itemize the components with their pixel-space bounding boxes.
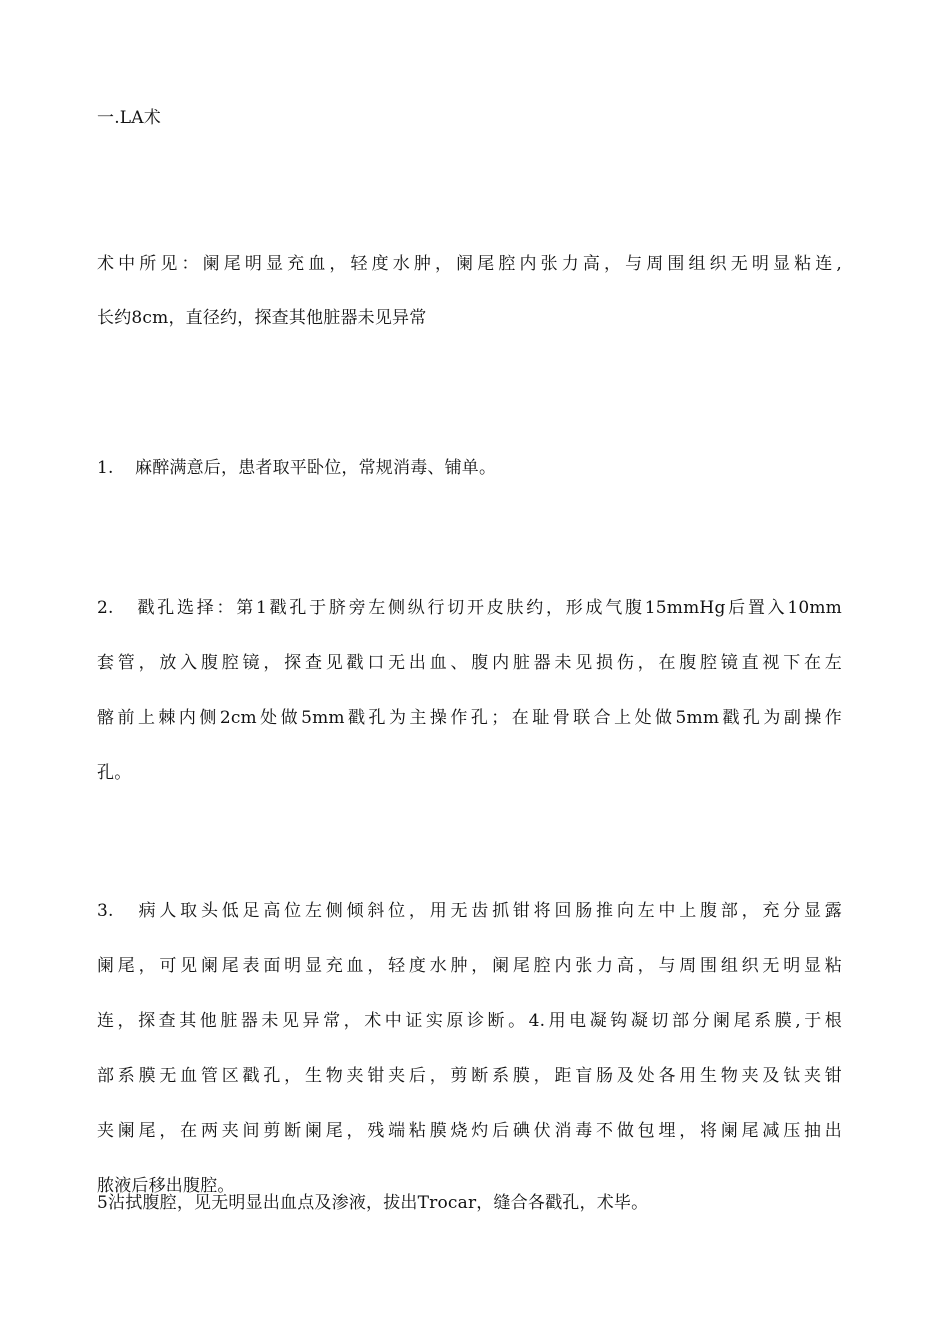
step-line: [97, 893, 842, 929]
step-number: 2.: [97, 598, 114, 618]
step-line: [97, 590, 842, 626]
step-line: 脓液后移出腹腔。: [97, 1176, 235, 1196]
step-number: 1.: [97, 458, 114, 478]
step-number: 3.: [97, 901, 114, 921]
step-3: [97, 893, 842, 1204]
step-1: [97, 450, 842, 486]
step-line: 部系膜无血管区戳孔，生物夹钳夹后，剪断系膜，距盲肠及处各用生物夹及钛夹钳: [97, 1066, 842, 1086]
step-line: 套管，放入腹腔镜，探查见戳口无出血、腹内脏器未见损伤，在腹腔镜直视下在左: [97, 653, 842, 673]
findings-line: 长约8cm，直径约，探查其他脏器未见异常: [97, 308, 427, 328]
heading-text: 一.LA术: [97, 108, 161, 128]
step-line: 髂前上棘内侧2cm处做5mm戳孔为主操作孔；在耻骨联合上处做5mm戳孔为副操作: [97, 708, 842, 728]
step-line: 阑尾，可见阑尾表面明显充血，轻度水肿，阑尾腔内张力高，与周围组织无明显粘: [97, 956, 842, 976]
closing-text: 5沾拭腹腔，见无明显出血点及渗液，拔出Trocar，缝合各戳孔，术毕。: [97, 1193, 649, 1213]
findings-line: 术中所见：阑尾明显充血，轻度水肿，阑尾腔内张力高，与周围组织无明显粘连,: [97, 254, 842, 274]
step-text: 麻醉满意后，患者取平卧位，常规消毒、铺单。: [135, 458, 497, 478]
section-heading: [97, 100, 842, 136]
step-line: [97, 450, 842, 486]
step-2: [97, 590, 842, 791]
step-line: 夹阑尾，在两夹间剪断阑尾，残端粘膜烧灼后碘伏消毒不做包埋，将阑尾减压抽出: [97, 1121, 842, 1141]
step-line: 连，探查其他脏器未见异常，术中证实原诊断。4.用电凝钩凝切部分阑尾系膜,于根: [97, 1011, 842, 1031]
findings-paragraph: [97, 246, 842, 336]
step-line: 孔。: [97, 763, 132, 783]
step-text: 戳孔选择：第1戳孔于脐旁左侧纵行切开皮肤约，形成气腹15mmHg后置入10mm: [135, 598, 842, 618]
step-text: 病人取头低足高位左侧倾斜位，用无齿抓钳将回肠推向左中上腹部，充分显露: [135, 901, 842, 921]
closing-paragraph: [97, 1185, 842, 1221]
